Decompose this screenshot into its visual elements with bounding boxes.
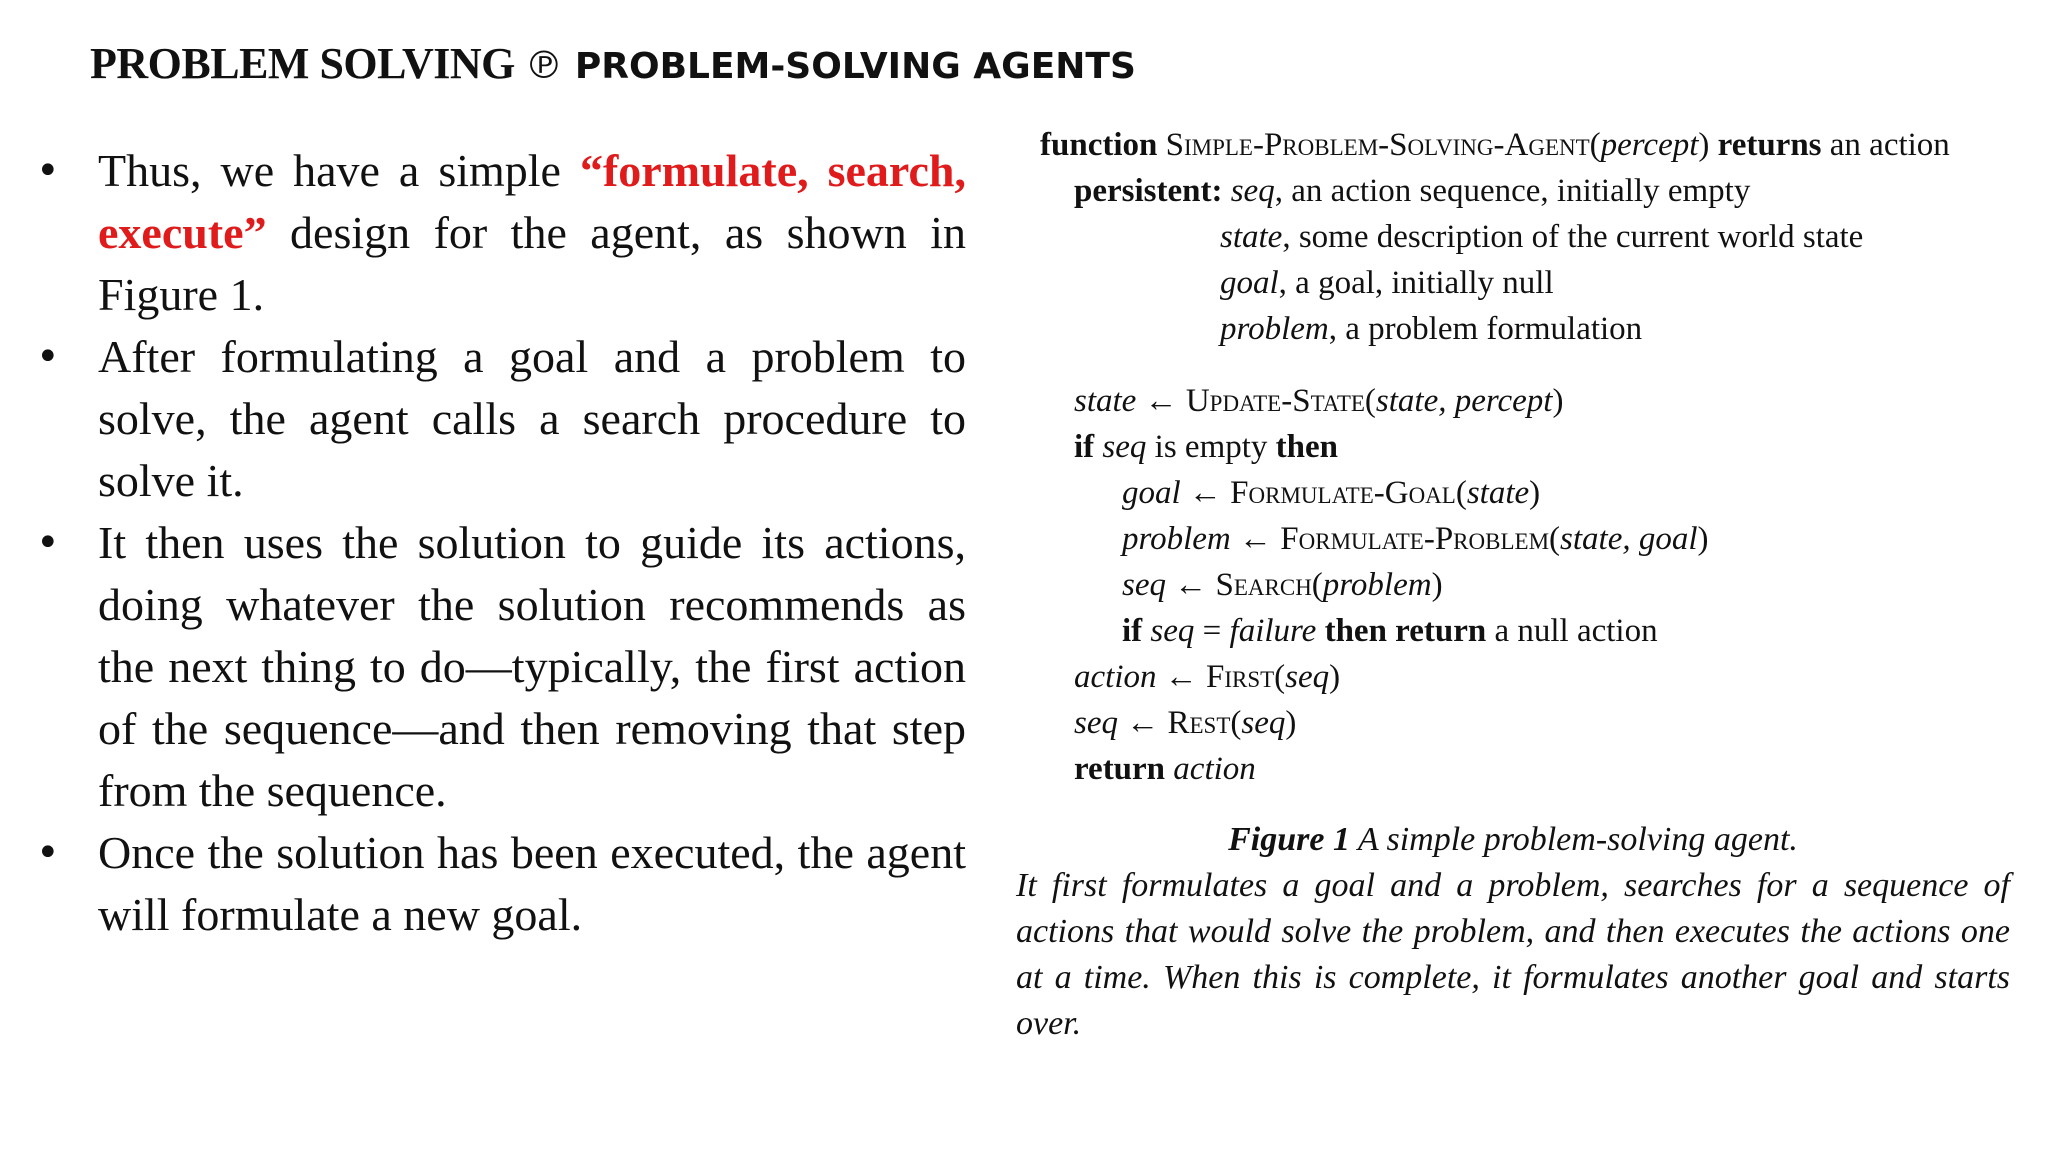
bullet-item-1 [36,140,966,326]
algo-var: seq [1150,613,1195,649]
caption-label: Figure 1 [1228,821,1350,858]
bullet-1-highlight: “formulate, search, execute” [98,145,967,258]
algo-function-name: Rest( [1167,705,1242,741]
algo-var: seq [1285,659,1330,695]
algo-paren: ) [1698,127,1710,163]
bullet-4-text: Once the solution has been executed, the agent will formulate a new goal. [98,827,966,940]
algo-keyword: if [1074,429,1095,465]
algo-text: , a problem formulation [1328,311,1643,347]
algo-line-first [1040,654,2000,700]
algo-gap [1040,352,2000,378]
algo-var: goal [1220,265,1279,301]
bullet-1-text-pre: Thus, we have a simple [98,145,580,196]
algo-text: an action [1829,127,1950,163]
algo-var: state [1220,219,1283,255]
bullet-item-2 [36,326,966,512]
title-main: PROBLEM SOLVING [90,39,515,88]
algo-var: seq [1230,173,1275,209]
algo-var: failure [1229,613,1317,649]
algo-var: percept [1600,127,1699,163]
algo-line-problem-decl [1040,306,2000,352]
algo-line-return [1040,746,2000,792]
algo-keyword: then [1275,429,1339,465]
algo-line-search [1040,562,2000,608]
algo-line-update-state [1040,378,2000,424]
algo-var: seq [1122,567,1166,603]
algo-paren: ) [1431,567,1443,603]
algo-arrow: ← [1230,521,1281,557]
bullet-2-text: After formulating a goal and a problem to solve, the agent calls a search procedure to solve it. [98,331,966,506]
bullet-1-text-post: design for the agent, as shown in Figure 1. [98,207,966,320]
algo-line-if-empty [1040,424,2000,470]
algo-line-rest [1040,700,2000,746]
algo-keyword: if [1122,613,1143,649]
bullet-marker-icon: • [36,334,60,380]
algo-var: problem [1322,567,1432,603]
algo-keyword: persistent: [1074,173,1223,209]
algo-function-name: Update-State( [1185,383,1376,419]
title-separator-icon: ℗ [524,43,563,87]
title-sub: PROBLEM-SOLVING AGENTS [574,46,1136,87]
algo-paren: ) [1529,475,1541,511]
algo-paren: ) [1552,383,1564,419]
algo-keyword: returns [1717,127,1822,163]
caption-title-text: A simple problem-solving agent. [1349,821,1798,858]
algo-arrow: ← [1136,383,1186,419]
algo-arrow: ← [1156,659,1206,695]
algo-text: , an action sequence, initially empty [1274,173,1751,209]
algo-function-name: Formulate-Problem( [1280,521,1561,557]
bullet-marker-icon: • [36,830,60,876]
algo-keyword: return [1074,751,1166,787]
algo-line-formulate-problem [1040,516,2000,562]
algo-line-persistent [1040,168,2000,214]
caption-title [1016,817,2010,863]
algo-var: state [1466,475,1530,511]
algo-function-name: Simple-Problem-Solving-Agent( [1165,127,1601,163]
algo-text: , some description of the current world state [1282,219,1864,255]
algo-var: state [1074,383,1137,419]
algo-var: action [1173,751,1256,787]
algo-line-goal-decl [1040,260,2000,306]
algo-paren: ) [1285,705,1297,741]
algorithm-figure [1040,122,2000,792]
algo-var: seq [1102,429,1147,465]
algo-var: action [1074,659,1157,695]
algo-var: problem [1122,521,1231,557]
algo-text: = [1194,613,1230,649]
algo-line-function [1040,122,2000,168]
algo-var: goal [1122,475,1181,511]
algo-function-name: First( [1205,659,1286,695]
bullet-marker-icon: • [36,148,60,194]
algo-function-name: Search( [1215,567,1323,603]
algo-var: seq [1074,705,1118,741]
bullet-3-text: It then uses the solution to guide its actions, doing whatever the solution recommends as the next thing to do—typically, the first action of the sequence—and then removing that step from the sequence. [98,517,966,816]
algo-paren: ) [1697,521,1709,557]
bullet-item-4 [36,822,966,946]
bullet-marker-icon: • [36,520,60,566]
bullet-list [36,140,966,946]
algo-arrow: ← [1180,475,1231,511]
algo-text: a null action [1486,613,1658,649]
slide-title [90,38,1136,89]
algo-var: problem [1220,311,1329,347]
algo-text: , a goal, initially null [1278,265,1554,301]
algo-keyword: function [1040,127,1158,163]
algo-function-name: Formulate-Goal( [1230,475,1467,511]
algo-text: is empty [1146,429,1276,465]
algo-line-formulate-goal [1040,470,2000,516]
algo-paren: ) [1329,659,1341,695]
algo-line-if-failure [1040,608,2000,654]
algo-arrow: ← [1118,705,1168,741]
bullet-item-3 [36,512,966,822]
algo-var: state, percept [1375,383,1553,419]
algo-var: seq [1241,705,1286,741]
algo-var: state, goal [1560,521,1698,557]
algo-arrow: ← [1166,567,1216,603]
figure-caption [1016,817,2010,1047]
algo-keyword: then return [1316,613,1487,649]
caption-body: It first formulates a goal and a problem, searches for a sequence of actions that would solve the problem, and then executes the actions one at a time. When this is complete, it formulates another goal and starts over. [1016,867,2010,1042]
algo-line-state-decl [1040,214,2000,260]
